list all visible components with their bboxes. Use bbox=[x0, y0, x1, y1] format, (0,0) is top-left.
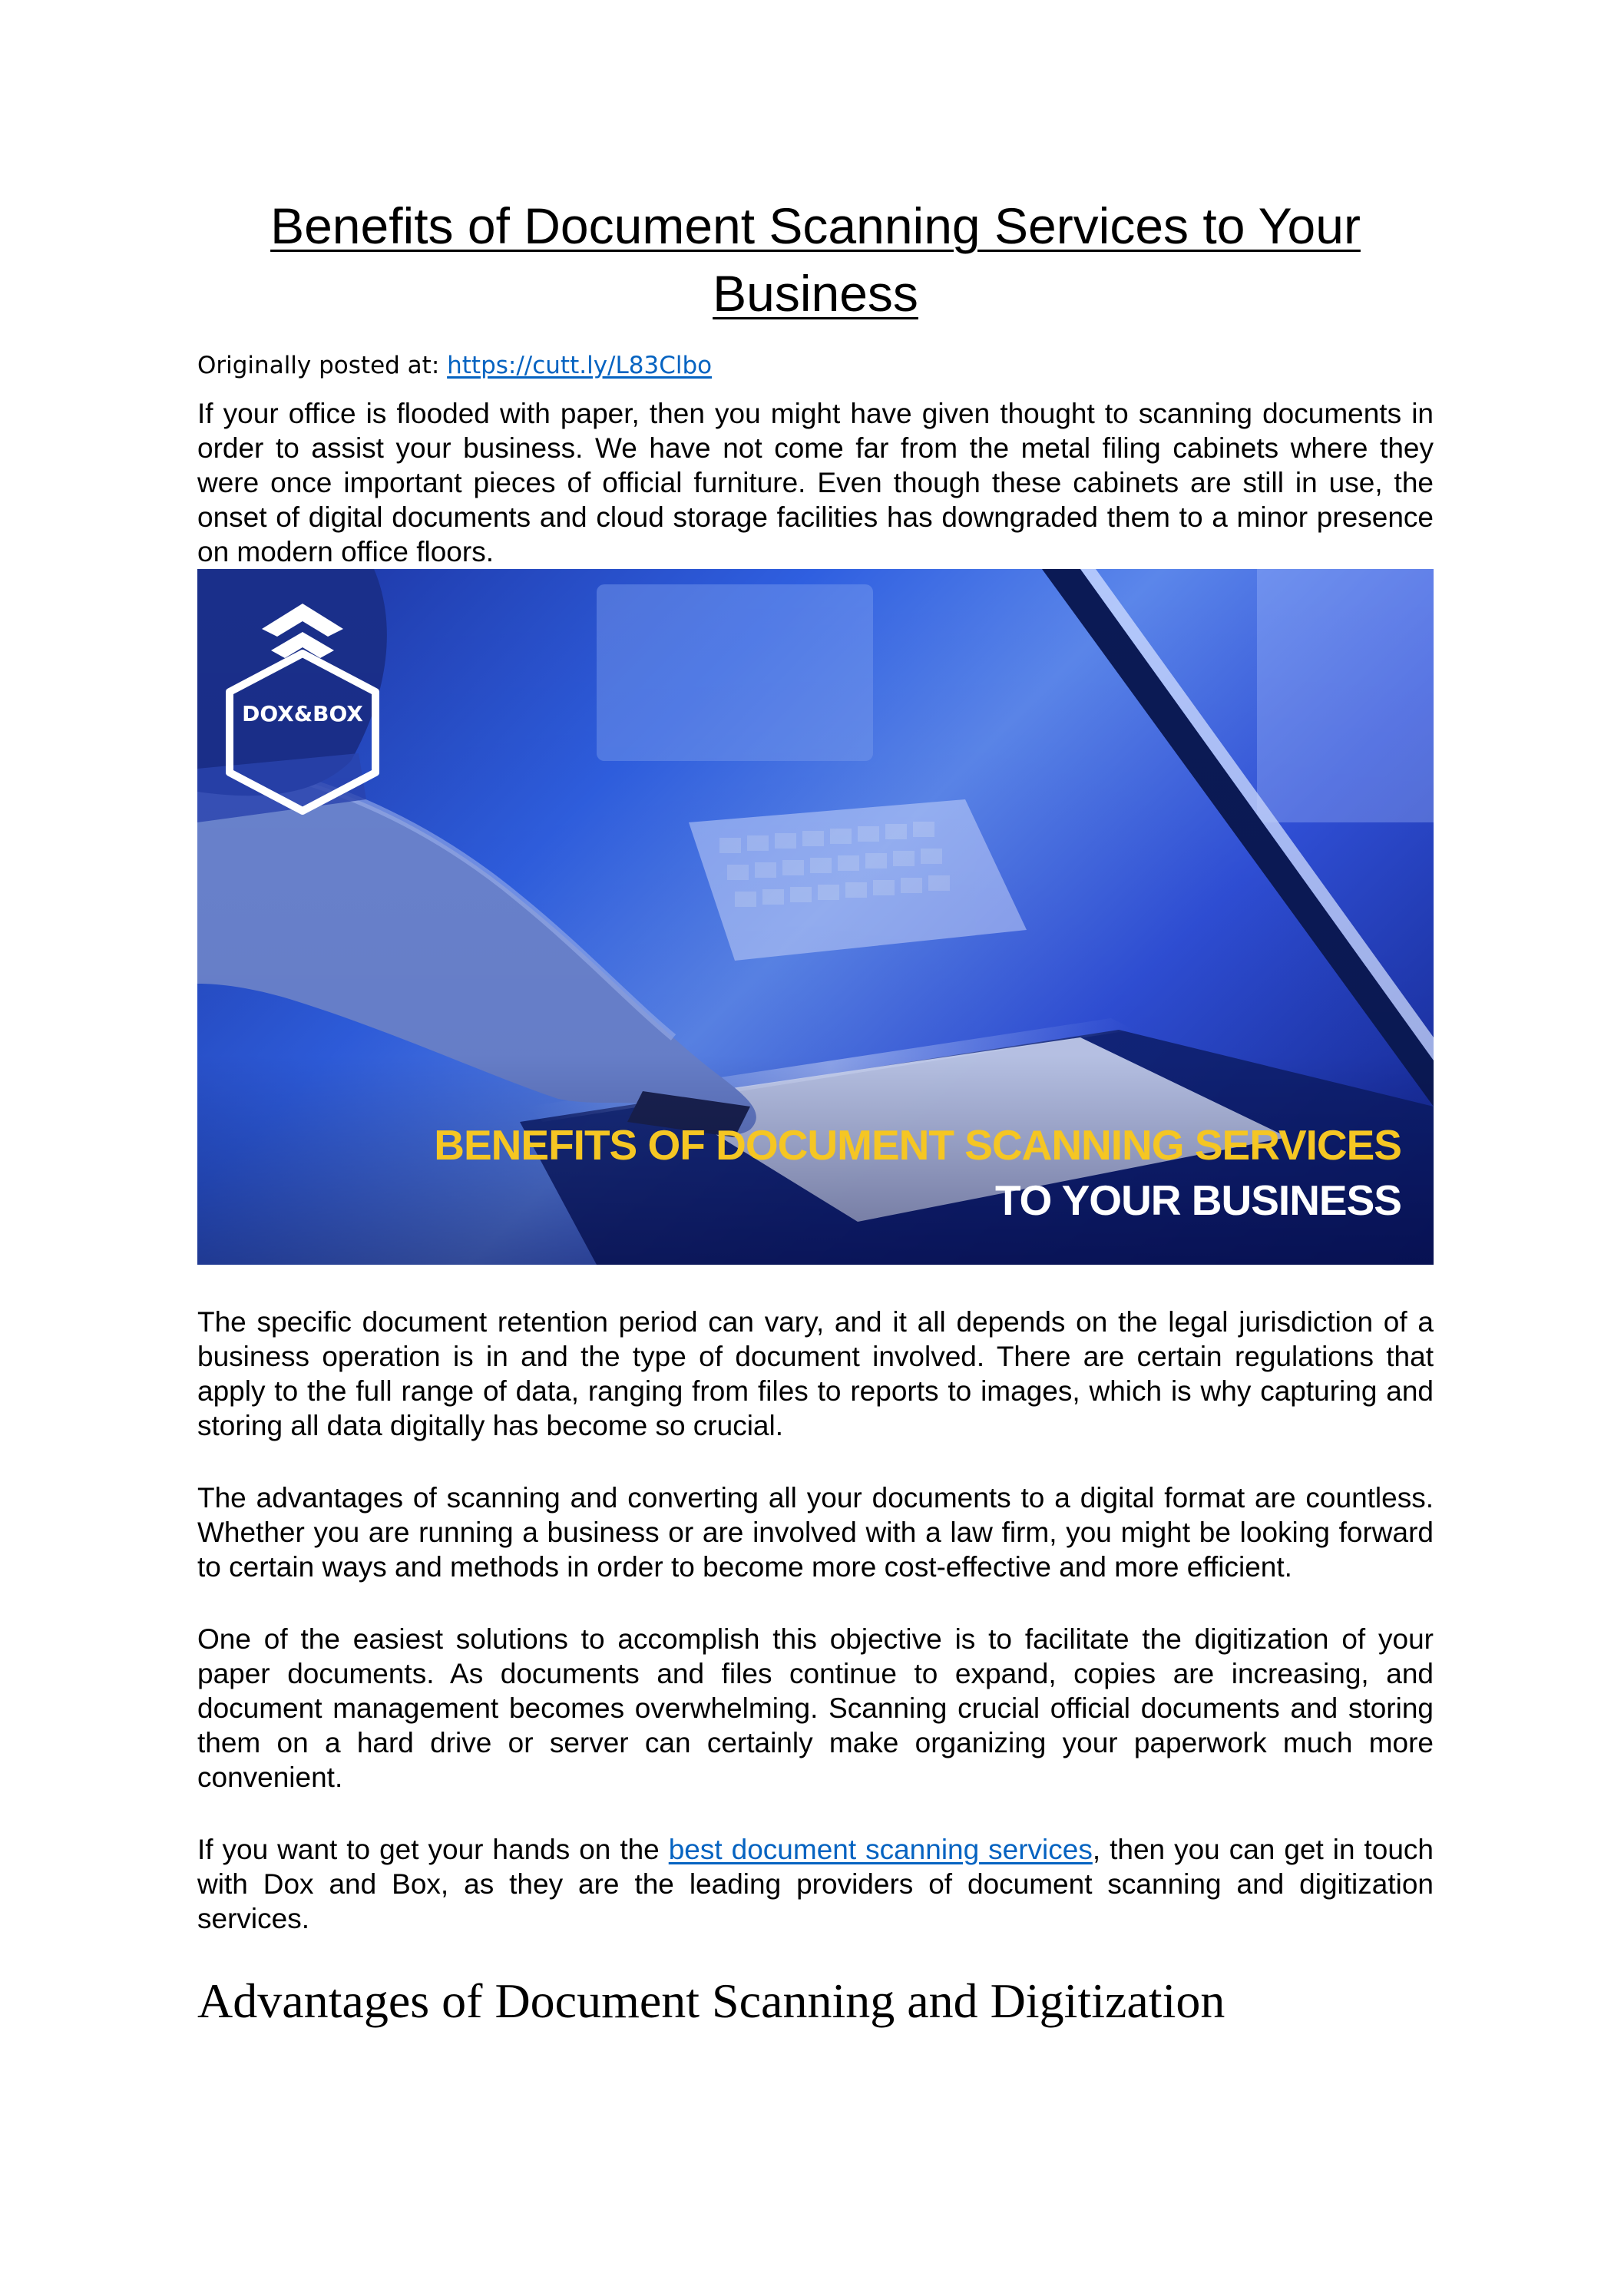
origin-line bbox=[197, 349, 1434, 382]
hero-image bbox=[197, 569, 1434, 1265]
paragraph-advantages: The advantages of scanning and converting all your documents to a digital format are countless. Whether you are running a business or are involved with a law firm, you might be looking forward to certain ways and methods in order to become more cost-effective and more efficient. bbox=[197, 1482, 1434, 1583]
paragraph-solutions: One of the easiest solutions to accomplish this objective is to facilitate the digitization of your paper documents. As documents and files continue to expand, copies are increasing, and document management becomes overwhelming. Scanning crucial official documents and storing them on a hard drive or server can certainly make organizing your paperwork much more convenient. bbox=[197, 1623, 1434, 1793]
paragraph-intro: If your office is flooded with paper, then you might have given thought to scanning documents in order to assist your business. We have not come far from the metal filing cabinets where they were once important pieces of official furniture. Even though these cabinets are still in use, the onset of digital documents and cloud storage facilities has downgraded them to a minor presence on modern office floors. bbox=[197, 398, 1434, 567]
origin-label: Originally posted at: bbox=[197, 352, 448, 379]
section-heading: Advantages of Document Scanning and Digitization bbox=[197, 1973, 1225, 2028]
paragraph-cta bbox=[197, 1832, 1434, 1936]
origin-link[interactable]: https://cutt.ly/L83Clbo bbox=[447, 352, 713, 379]
paragraph-retention: The specific document retention period can vary, and it all depends on the legal jurisdiction of a business operation is in and the type of document involved. There are certain regulations that apply to the full range of data, ranging from files to reports to images, which is why capturing and storing all data digitally has become so crucial. bbox=[197, 1306, 1434, 1441]
document-page bbox=[197, 192, 1434, 2032]
cta-text-after: , then you can get in touch with Dox and Box, as they are the leading providers of document scanning and digitization services. bbox=[197, 1834, 1434, 1934]
cta-text-before: If you want to get your hands on the bbox=[197, 1834, 669, 1865]
services-link[interactable]: best document scanning services bbox=[668, 1834, 1093, 1865]
page-title: Benefits of Document Scanning Services to Your Business bbox=[270, 197, 1361, 322]
logo-text: DOX&BOX bbox=[242, 701, 363, 726]
hero-headline-line1: BENEFITS OF DOCUMENT SCANNING SERVICES bbox=[434, 1121, 1401, 1169]
hero-headline-line2: TO YOUR BUSINESS bbox=[994, 1176, 1401, 1224]
